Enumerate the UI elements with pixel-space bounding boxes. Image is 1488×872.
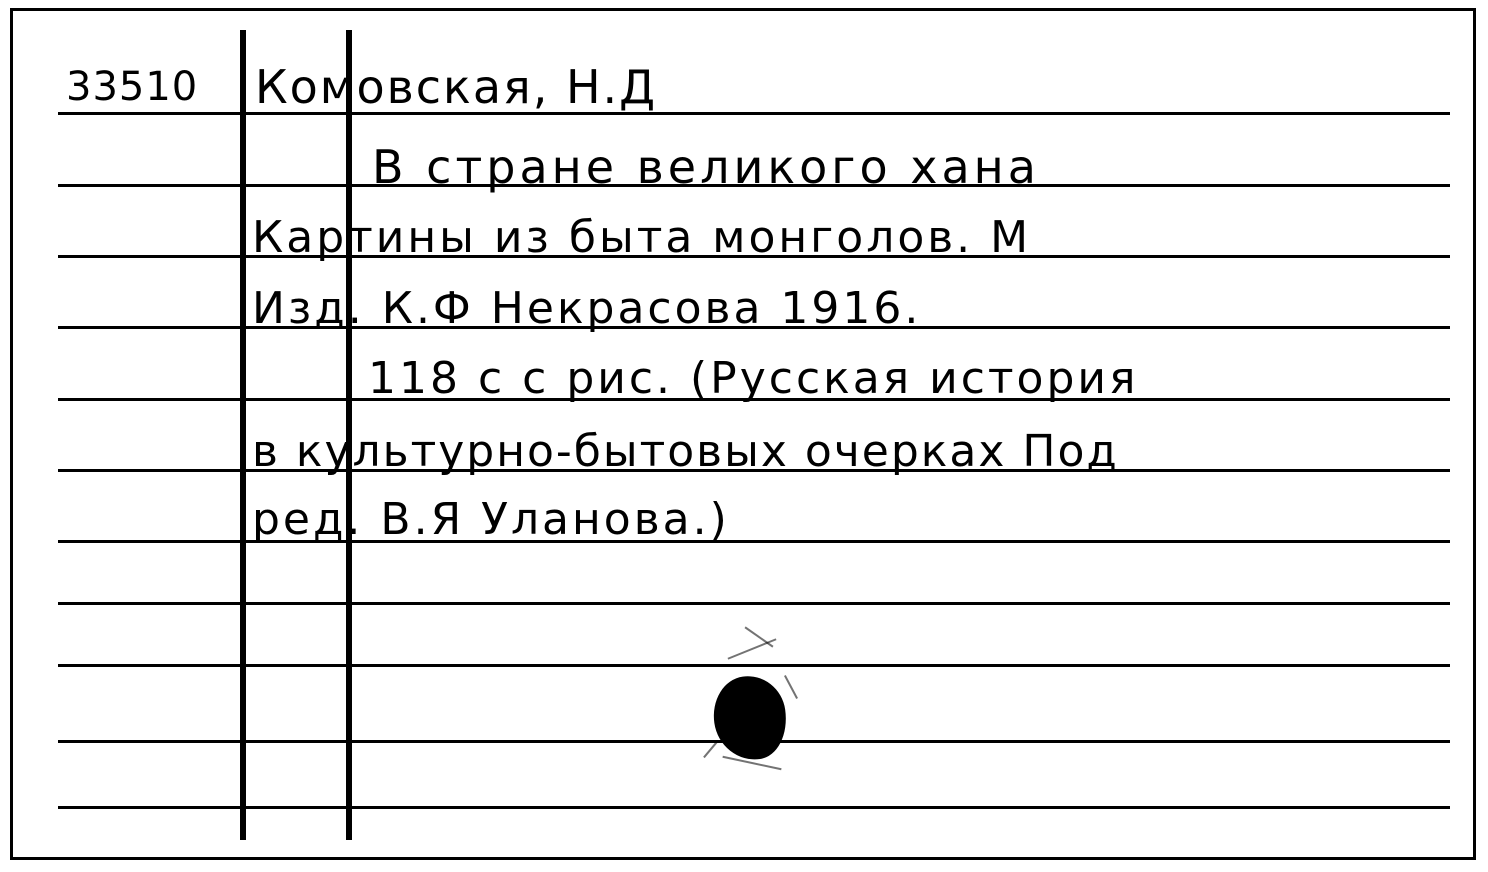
rule-line-9 [58, 664, 1450, 667]
call-number: 33510 [66, 64, 199, 110]
subtitle-line-1: Картины из быта монголов. М [252, 212, 1032, 263]
series-line-2: ред. В.Я Уланова.) [252, 494, 730, 545]
title-line: В стране великого хана [372, 140, 1040, 194]
collation-line: 118 с с рис. (Русская история [368, 353, 1139, 404]
author-line: Комовская, Н.Д [255, 60, 658, 114]
vertical-rule-left [240, 30, 246, 840]
rule-line-8 [58, 602, 1450, 605]
rule-line-11 [58, 806, 1450, 809]
series-line-1: в культурно-бытовых очерках Под [252, 426, 1119, 477]
imprint-line: Изд. К.Ф Некрасова 1916. [252, 283, 922, 334]
